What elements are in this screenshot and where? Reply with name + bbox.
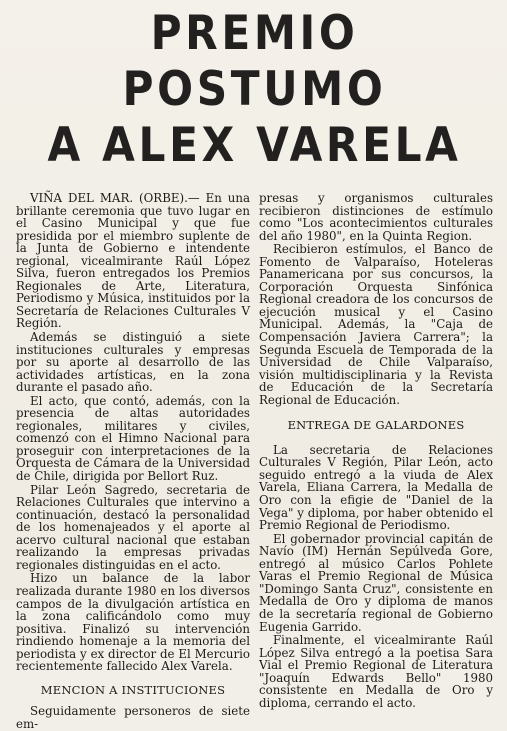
left-column <box>16 192 250 730</box>
lead-paragraph <box>16 192 250 330</box>
headline-line-2: A ALEX VARELA <box>47 118 462 173</box>
article-body <box>16 192 493 730</box>
paragraph: La secretaria de Relaciones Culturales V Región, Pilar León, acto seguido entregó a la viuda de Alex Varela, Eliana Carrera, la Medalla de Oro con la efigie de "Daniel de la Vega" y diploma, por haber obtenido el Premio Regional de Periodismo. <box>259 442 493 533</box>
paragraph: Seguidamente personeros de siete em- <box>16 704 250 731</box>
lead-text: En una brillante ceremonia que tuvo lugar en el Casino Municipal y que fue presidida por el miembro suplente de la Junta de Gobierno e intendente regional, vicealmirante Raúl López Silva, fueron entregados los Premios Regionales de Arte, Literatura, Periodismo y Música, instituidos por la Secretaría de Relaciones Culturales V Región. <box>16 191 250 331</box>
paragraph: Además se distinguió a siete instituciones culturales y empresas por su aporte al desarrollo de las actividades artísticas, en la zona durante el pasado año. <box>16 330 250 395</box>
paragraph: El gobernador provincial capitán de Navío (IM) Hernán Sepúlveda Gore, entregó al músico Carlos Pohlete Varas el Premio Regional de Música "Domingo Santa Cruz", consistente en Medalla de Oro y diploma de manos de la secretaría regional de Gobierno Eugenia Garrido. <box>259 531 493 634</box>
paragraph: Hizo un balance de la labor realizada durante 1980 en los diversos campos de la divulgación artística en la zona calificándolo como muy positiva. Finalizó su intervención rindiendo homenaje a la memoria del periodista y ex director de El Mercurio recientemente fallecido Alex Varela. <box>16 571 250 674</box>
headline <box>40 6 469 174</box>
right-column <box>259 192 493 730</box>
headline-line-1: PREMIO POSTUMO <box>122 6 387 117</box>
paragraph: Finalmente, el vicealmirante Raúl López Silva entregó a la poetisa Sara Vial el Premio Regional de Literatura "Joaquín Edwards Bello" 1980 consistente en Medalla de Oro y diploma, cerrando el acto. <box>259 633 493 710</box>
dateline: VIÑA DEL MAR. (ORBE).— <box>30 191 200 205</box>
paragraph-continued: presas y organismos culturales recibieron distinciones de estímulo como "Los acontecimientos culturales del año 1980", en la Quinta Region. <box>259 191 493 243</box>
paragraph: El acto, que contó, además, con la presencia de altas autoridades regionales, militares y civiles, comenzó con el Himno Nacional para proseguir con interpretaciones de la Orquesta de Cámara de la Universidad de Chile, dirigida por Bellort Ruz. <box>16 393 250 484</box>
paragraph: Recibieron estímulos, el Banco de Fomento de Valparaíso, Hoteleras Panamericana por sus concursos, la Corporación Orquesta Sinfónica Regional creadora de los concursos de ejecución musical y el Casino Municipal. Además, la "Caja de Compensación Javiera Carrera"; la Segunda Escuela de Temporada de la Universidad de Chile Valparaíso, visión multidisciplinaria y la Revista de Educación de la Secretaría Regional de Educación. <box>259 242 493 407</box>
subhead-galardones: ENTREGA DE GALARDONES <box>287 418 465 433</box>
paragraph: Pilar León Sagredo, secretaria de Relaciones Culturales que intervino a continuación, destacó la personalidad de los homenajeados y el aporte al acervo cultural nacional que estaban realizando la empresas privadas regionales distinguidas en el acto. <box>16 482 250 572</box>
subhead-menciones: MENCION A INSTITUCIONES <box>40 682 226 697</box>
